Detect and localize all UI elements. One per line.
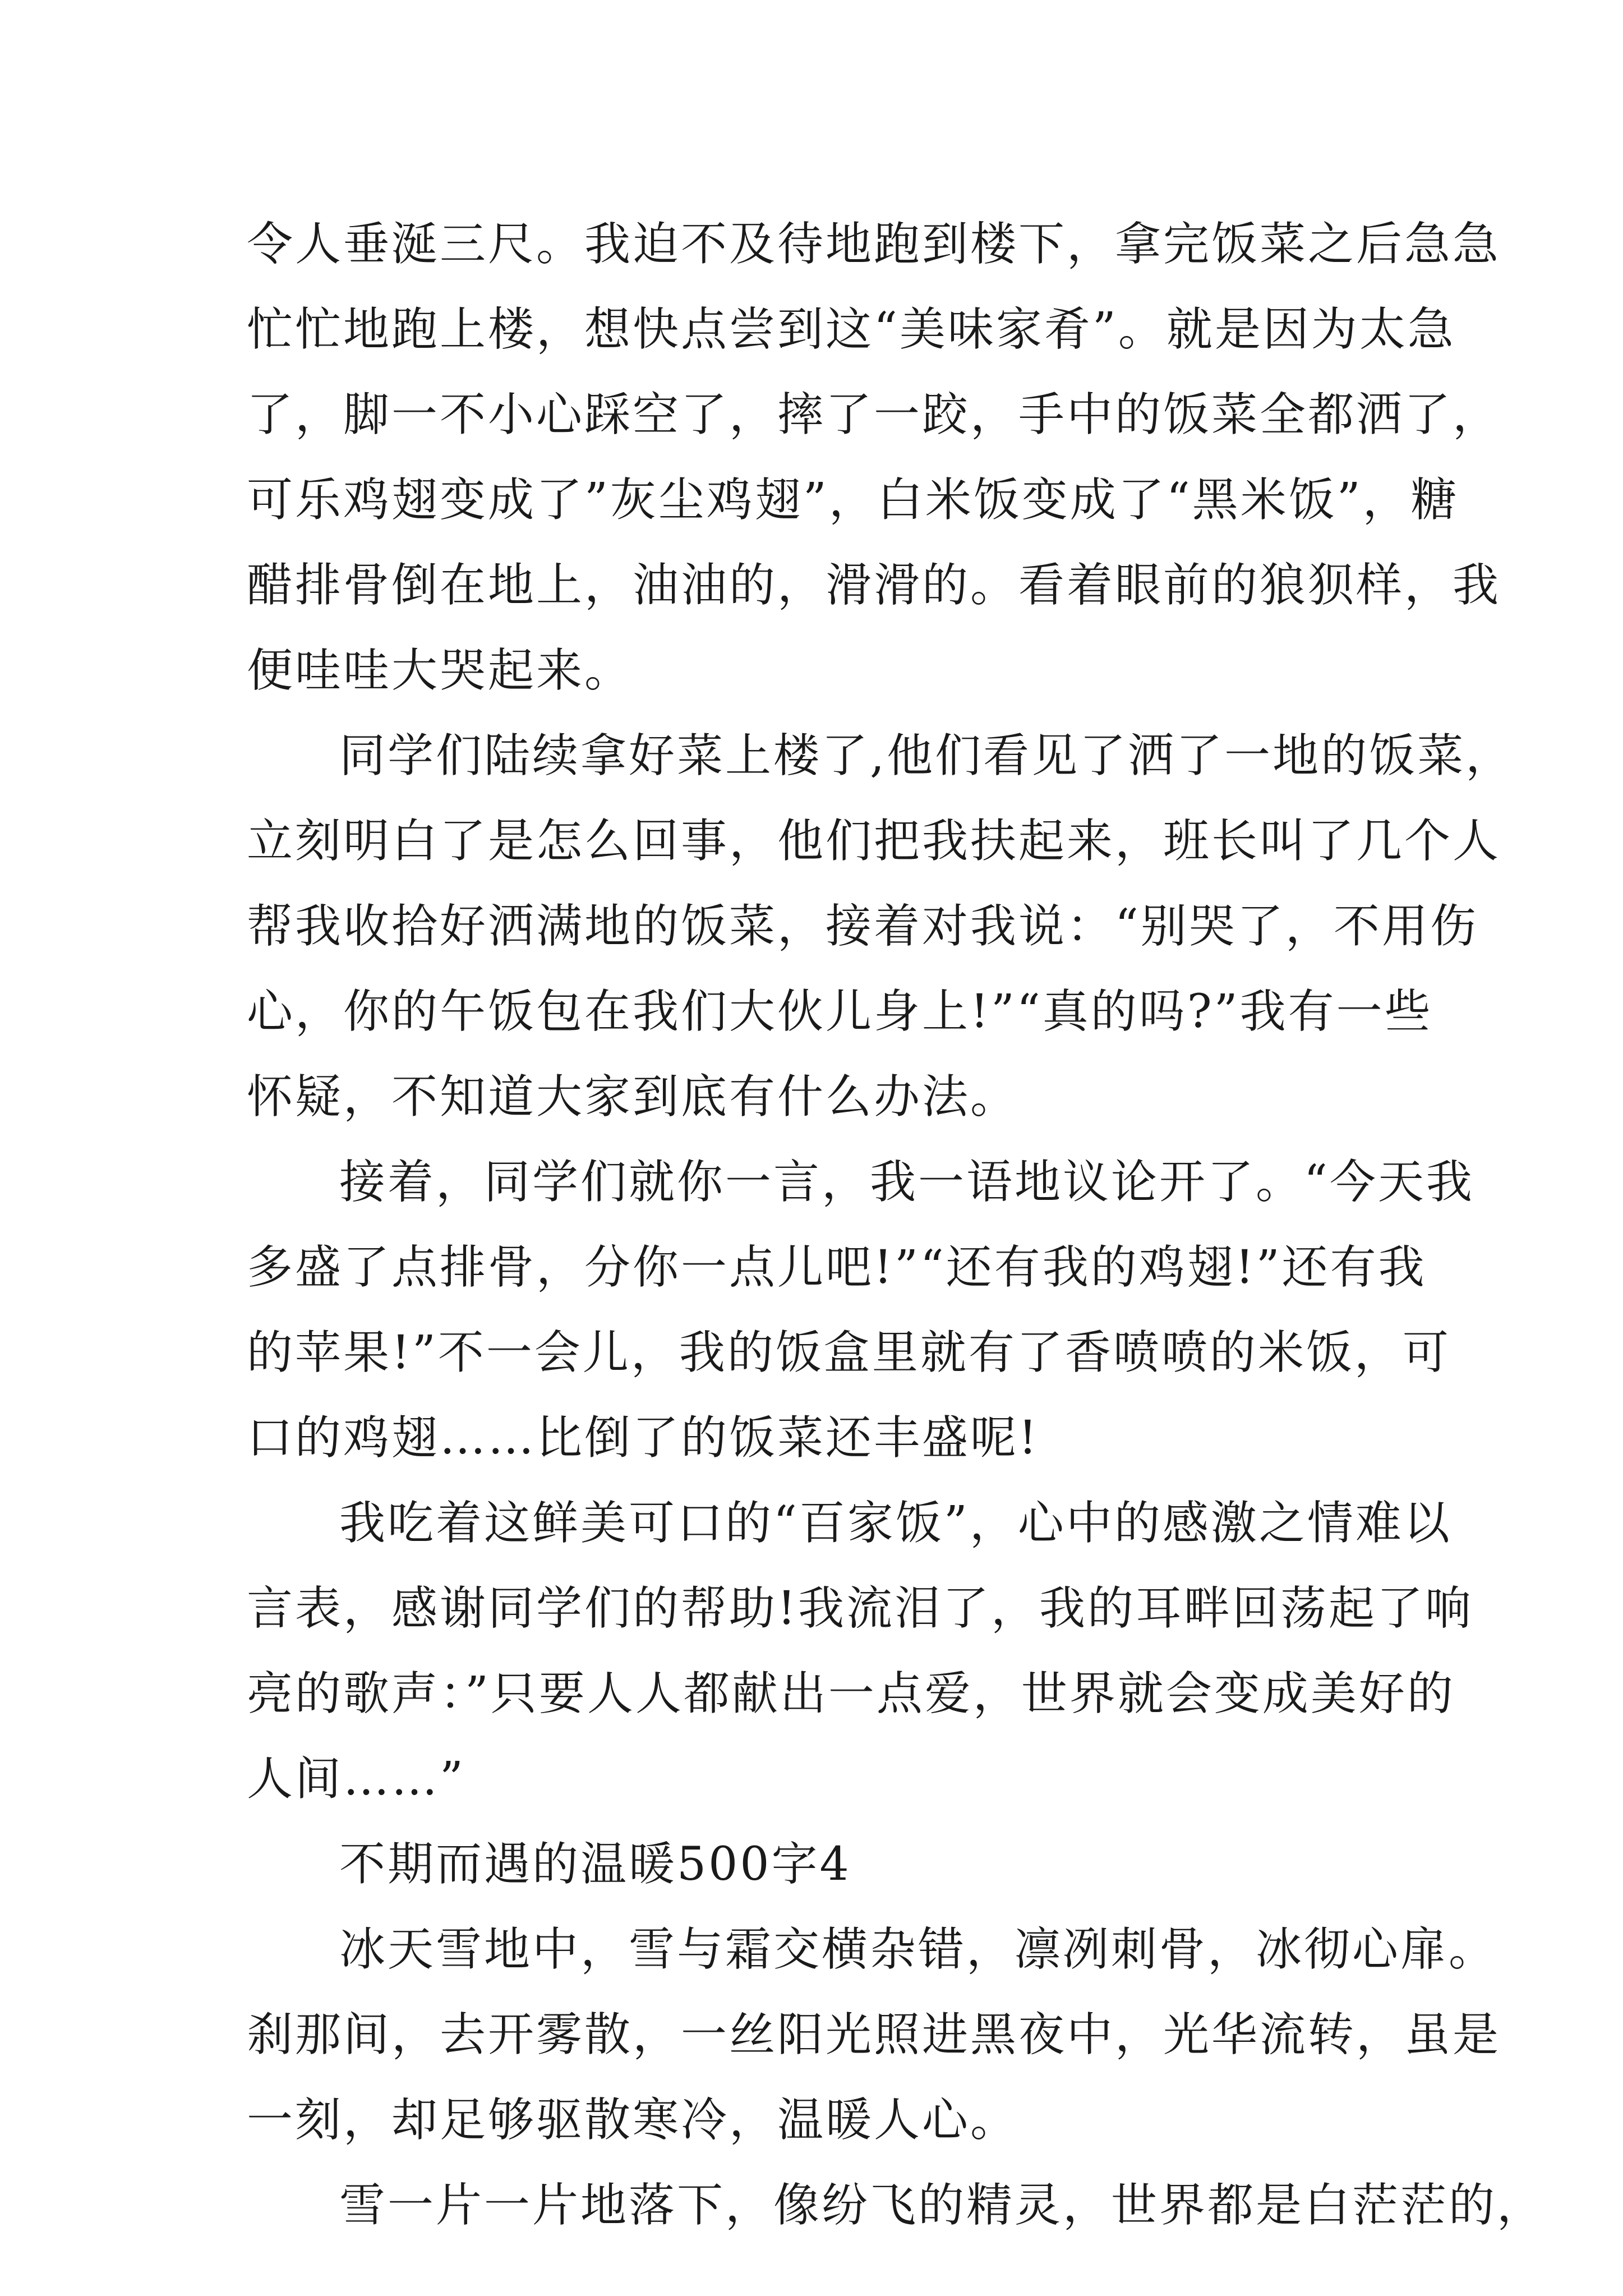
body-text-line: 接着，同学们就你一言，我一语地议论开了。“今天我 — [339, 1156, 1474, 1209]
body-text-line: 便哇哇大哭起来。 — [247, 644, 633, 697]
body-text-line: 了，脚一不小心踩空了，摔了一跤，手中的饭菜全都洒了， — [247, 388, 1501, 441]
body-text-line: 人间……” — [247, 1752, 465, 1806]
body-text-line: 一刻，却足够驱散寒冷，温暖人心。 — [247, 2093, 1019, 2147]
body-text-line: 多盛了点排骨，分你一点儿吧!”“还有我的鸡翅!”还有我 — [247, 1241, 1427, 1294]
body-text-line: 忙忙地跑上楼，想快点尝到这“美味家肴”。就是因为太急 — [247, 303, 1456, 356]
body-text-line: 醋排骨倒在地上，油油的，滑滑的。看着眼前的狼狈样，我 — [247, 559, 1501, 612]
body-text-line: 令人垂涎三尺。我迫不及待地跑到楼下，拿完饭菜之后急急 — [247, 218, 1501, 271]
body-text-line: 我吃着这鲜美可口的“百家饭”，心中的感激之情难以 — [339, 1497, 1452, 1550]
body-text-line: 帮我收拾好洒满地的饭菜，接着对我说：“别哭了，不用伤 — [247, 900, 1478, 953]
body-text-line: 亮的歌声：”只要人人都献出一点爱，世界就会变成美好的 — [247, 1667, 1455, 1720]
body-text-line: 的苹果!”不一会儿，我的饭盒里就有了香喷喷的米饭，可 — [247, 1326, 1451, 1379]
body-text-line: 立刻明白了是怎么回事，他们把我扶起来，班长叫了几个人 — [247, 815, 1501, 868]
body-text-line: 口的鸡翅……比倒了的饭菜还丰盛呢! — [247, 1411, 1039, 1465]
body-text-line: 刹那间，去开雾散，一丝阳光照进黑夜中，光华流转，虽是 — [247, 2008, 1501, 2062]
body-text-line: 心，你的午饭包在我们大伙儿身上!”“真的吗?”我有一些 — [247, 985, 1433, 1038]
body-text-line: 怀疑，不知道大家到底有什么办法。 — [247, 1070, 1019, 1124]
body-text-line: 雪一片一片地落下，像纷飞的精灵，世界都是白茫茫的， — [339, 2179, 1546, 2232]
body-text-line: 言表，感谢同学们的帮助!我流泪了，我的耳畔回荡起了响 — [247, 1582, 1473, 1635]
body-text-line: 同学们陆续拿好菜上楼了,他们看见了洒了一地的饭菜， — [339, 729, 1514, 783]
section-heading: 不期而遇的温暖500字4 — [339, 1838, 851, 1891]
body-text-line: 可乐鸡翅变成了”灰尘鸡翅”，白米饭变成了“黑米饭”，糖 — [247, 473, 1459, 527]
body-text-line: 冰天雪地中，雪与霜交横杂错，凛冽刺骨，冰彻心扉。 — [339, 1923, 1497, 1976]
